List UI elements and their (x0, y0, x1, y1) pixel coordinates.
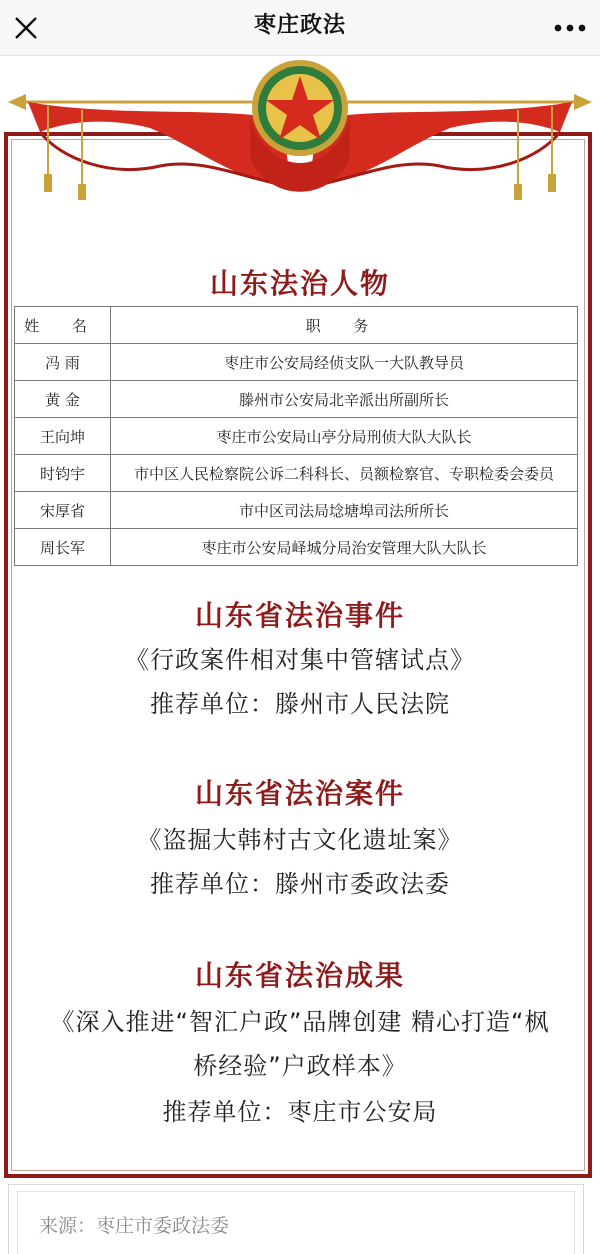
achievement-recommend: 推荐单位：枣庄市公安局 (162, 1098, 438, 1126)
person-name: 黄 金 (15, 381, 111, 418)
table-row (15, 529, 578, 566)
section-title-case: 山东省法治案件 (194, 777, 405, 810)
table-header-row (15, 307, 578, 344)
person-duty: 枣庄市公安局峄城分局治安管理大队大队长 (111, 529, 578, 566)
top-navigation-bar (0, 0, 600, 56)
page-title: 枣庄政法 (253, 13, 346, 38)
case-item: 《盗掘大韩村古文化遗址案》 (137, 826, 463, 854)
figures-table (14, 306, 578, 566)
section-title-achievement: 山东省法治成果 (194, 959, 405, 992)
table-row (15, 455, 578, 492)
source-text: 来源：枣庄市委政法委 (39, 1215, 230, 1237)
person-name: 冯 雨 (15, 344, 111, 381)
event-item: 《行政案件相对集中管辖试点》 (125, 646, 475, 674)
person-duty: 市中区司法局埝塘埠司法所所长 (111, 492, 578, 529)
person-name: 宋厚省 (15, 492, 111, 529)
star-emblem-icon (252, 60, 348, 156)
column-header-duty: 职 务 (111, 307, 578, 344)
person-duty: 枣庄市公安局山亭分局刑侦大队大队长 (111, 418, 578, 455)
achievement-item-line2: 桥经验”户政样本》 (193, 1052, 407, 1080)
section-title-event: 山东省法治事件 (194, 599, 405, 632)
person-duty: 枣庄市公安局经侦支队一大队教导员 (111, 344, 578, 381)
person-name: 王向坤 (15, 418, 111, 455)
source-box (8, 1184, 584, 1254)
person-duty: 市中区人民检察院公诉二科科长、员额检察官、专职检委会委员 (111, 455, 578, 492)
more-icon (553, 23, 587, 33)
table-row (15, 344, 578, 381)
section-title-figures: 山东法治人物 (209, 267, 390, 300)
case-recommend: 推荐单位：滕州市委政法委 (150, 870, 450, 898)
table-row (15, 492, 578, 529)
column-header-name: 姓 名 (15, 307, 111, 344)
person-duty: 滕州市公安局北辛派出所副所长 (111, 381, 578, 418)
person-name: 时钧宇 (15, 455, 111, 492)
achievement-item-line1: 《深入推进“智汇户政”品牌创建 精心打造“枫 (50, 1008, 550, 1036)
person-name: 周长军 (15, 529, 111, 566)
curtain-banner-illustration (0, 58, 600, 218)
event-recommend: 推荐单位：滕州市人民法院 (150, 690, 450, 718)
table-row (15, 418, 578, 455)
more-options-button[interactable] (548, 8, 592, 48)
table-row (15, 381, 578, 418)
